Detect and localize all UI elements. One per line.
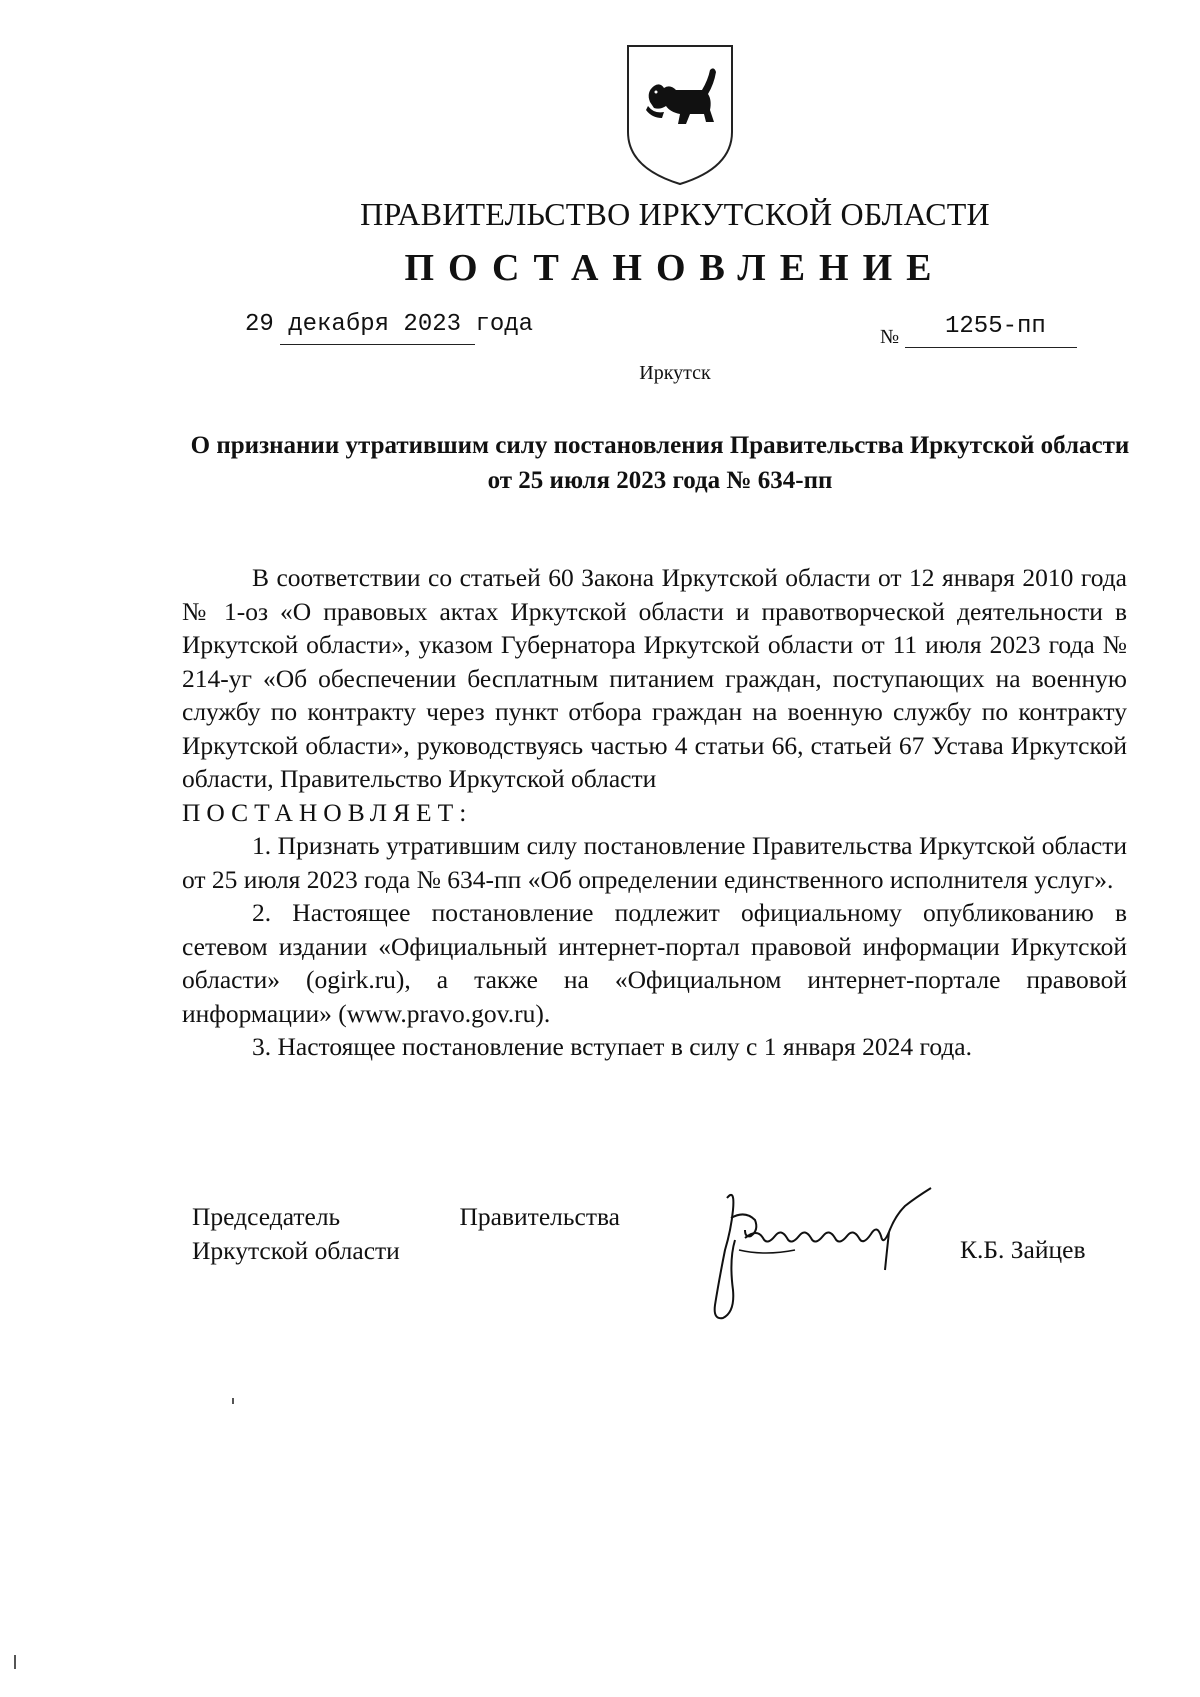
document-type-heading: ПОСТАНОВЛЕНИЕ: [404, 247, 946, 289]
government-title: ПРАВИТЕЛЬСТВО ИРКУТСКОЙ ОБЛАСТИ: [360, 196, 990, 232]
signatory-name: К.Б. Зайцев: [960, 1235, 1086, 1264]
signatory-position-line2: Иркутской области: [192, 1236, 400, 1265]
item-3: 3. Настоящее постановление вступает в силу с 1 января 2024 года.: [252, 1032, 973, 1061]
number-underline: [905, 347, 1077, 348]
item-1: 1. Признать утратившим силу постановление Правительства Иркутской области от 25 июля 2023 года № 634-пп «Об определении единственного исполнителя услуг».: [182, 831, 1127, 894]
scan-speck: [232, 1398, 234, 1404]
decree-word: ПОСТАНОВЛЯЕТ:: [182, 797, 473, 827]
document-date: 29 декабря 2023 года: [245, 311, 534, 338]
coat-of-arms-icon: [620, 40, 740, 190]
document-subject: О признании утратившим силу постановления Правительства Иркутской области от 25 июля 2023 года № 634-пп: [190, 432, 1130, 494]
position-word-government: Правительства: [459, 1202, 620, 1231]
date-underline: [280, 344, 475, 345]
handwritten-signature-icon: [705, 1180, 955, 1330]
document-body: [182, 561, 1127, 1064]
document-number: 1255-пп: [945, 313, 1046, 340]
item-2: 2. Настоящее постановление подлежит официальному опубликованию в сетевом издании «Официальный интернет-портал правовой информации Иркутской области» (ogirk.ru), а также на «Официальном интернет-портале правовой информации» (www.pravo.gov.ru).: [182, 898, 1127, 1028]
city: Иркутск: [639, 362, 711, 384]
scan-speck: [14, 1655, 16, 1669]
position-word-chairman: Председатель: [192, 1202, 341, 1231]
signatory-position-line1: [192, 1200, 620, 1234]
number-sign: №: [880, 326, 900, 348]
preamble-paragraph: В соответствии со статьей 60 Закона Иркутской области от 12 января 2010 года № 1-оз «О правовых актах Иркутской области и правотворческой деятельности в Иркутской области», указом Губернатора Иркутской области от 11 июля 2023 года № 214-уг «Об обеспечении бесплатным питанием граждан, поступающих на военную службу по контракту через пункт отбора граждан на военную службу по контракту Иркутской области», руководствуясь частью 4 статьи 66, статьей 67 Устава Иркутской области, Правительство Иркутской области: [182, 563, 1127, 793]
